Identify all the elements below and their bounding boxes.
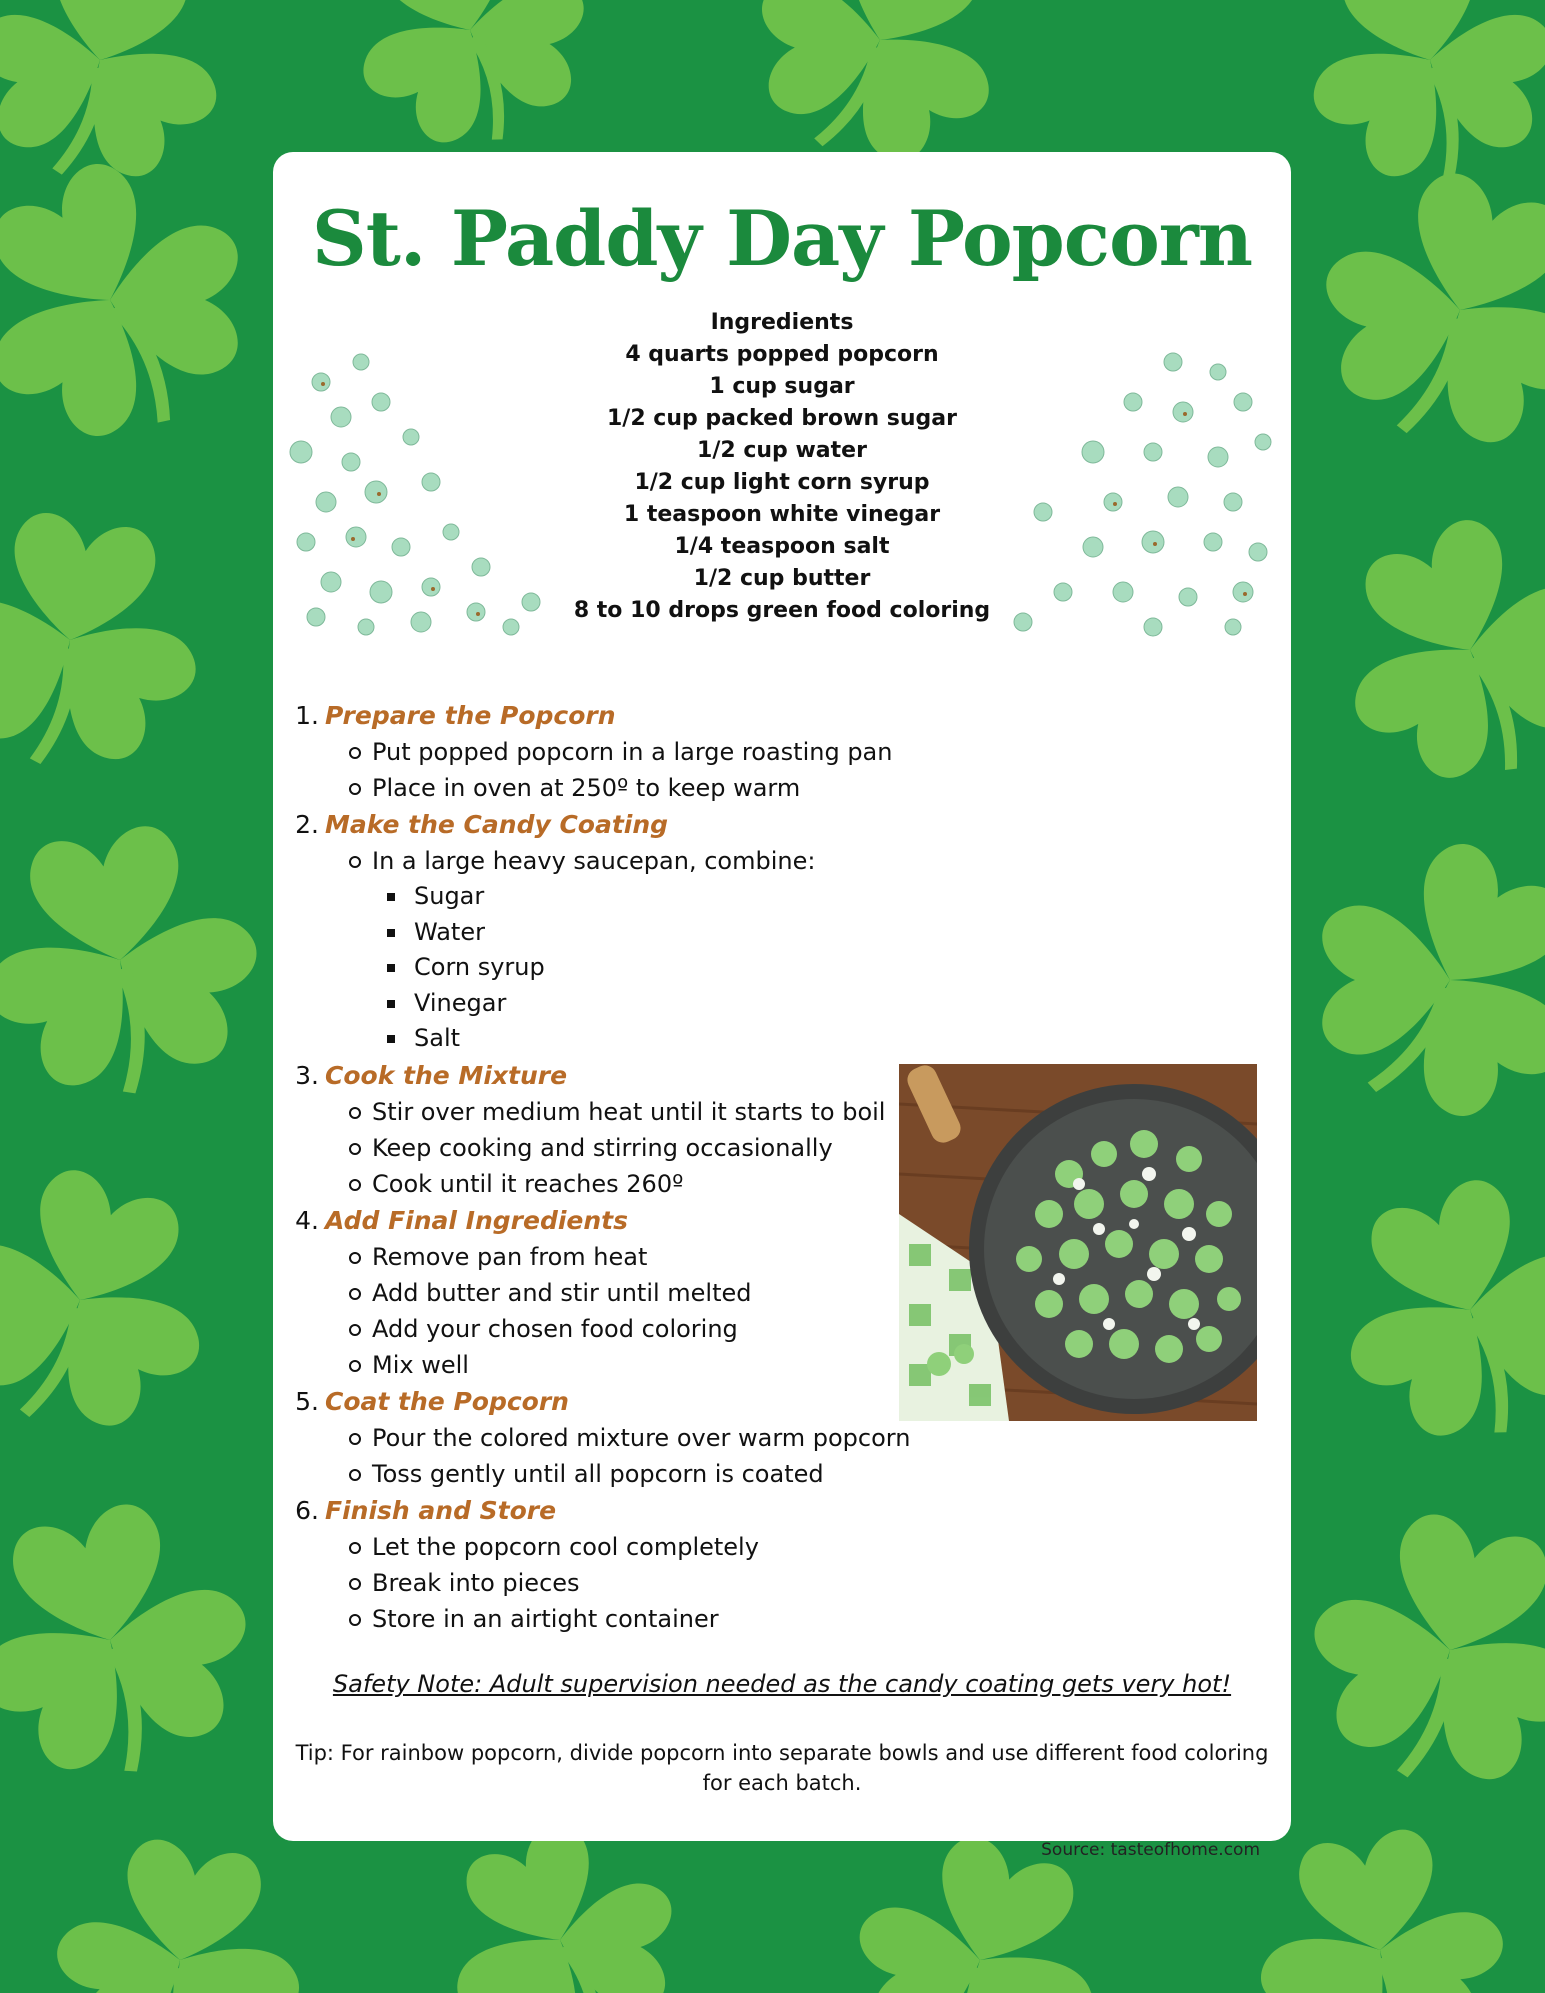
step-title: Make the Candy Coating [325,810,669,839]
step [289,1057,989,1202]
ingredient-item: 8 to 10 drops green food coloring [573,598,991,623]
step-number: 5. [295,1386,319,1416]
step-item: Break into pieces [289,1565,989,1601]
step-number: 4. [295,1205,319,1235]
step-title: Cook the Mixture [325,1060,568,1090]
step-item: Cook until it reaches 260º [289,1166,989,1202]
step [289,1492,989,1637]
recipe-title: St. Paddy Day Popcorn [311,194,1253,283]
step-item: Pour the colored mixture over warm popcorn [289,1420,989,1456]
step-item: Mix well [289,1347,989,1383]
step-title: Finish and Store [325,1495,557,1525]
step-subitem: Water [289,915,989,951]
step-item: Let the popcorn cool completely [289,1529,989,1565]
step-title: Add Final Ingredients [325,1205,628,1235]
step [289,697,989,806]
step-item: Store in an airtight container [289,1601,989,1637]
step-item: Toss gently until all popcorn is coated [289,1456,989,1492]
step-item: Remove pan from heat [289,1239,989,1275]
ingredient-item: 1/2 cup packed brown sugar [607,406,957,431]
step-title: Coat the Popcorn [325,1386,569,1416]
ingredient-item: 4 quarts popped popcorn [625,342,939,367]
step-subitem: Vinegar [289,986,989,1022]
ingredients-list [273,307,1291,627]
step-item: In a large heavy saucepan, combine: [289,843,989,879]
step-number: 6. [295,1495,319,1525]
step [289,806,989,1057]
step [289,1383,989,1492]
ingredient-item: 1 cup sugar [709,374,855,399]
ingredient-item: 1/4 teaspoon salt [674,534,890,559]
recipe-card [273,152,1291,1841]
step-item: Add your chosen food coloring [289,1311,989,1347]
step-item: Place in oven at 250º to keep warm [289,770,989,806]
step-title: Prepare the Popcorn [325,701,616,730]
safety-note: Safety Note: Adult supervision needed as the candy coating gets very hot! [332,1670,1232,1698]
step-number: 2. [295,810,319,839]
step [289,1202,989,1383]
ingredient-item: 1/2 cup butter [693,566,871,591]
step-item: Keep cooking and stirring occasionally [289,1130,989,1166]
ingredients-heading: Ingredients [710,310,854,335]
step-item: Put popped popcorn in a large roasting pan [289,734,989,770]
step-number: 3. [295,1060,319,1090]
step-item: Add butter and stir until melted [289,1275,989,1311]
ingredient-item: 1/2 cup light corn syrup [634,470,930,495]
step-number: 1. [295,701,319,730]
instructions-list [289,697,989,1637]
tip-text: Tip: For rainbow popcorn, divide popcorn into separate bowls and use different food coloring for each batch. [295,1741,1269,1795]
step-subitem: Salt [289,1021,989,1057]
step-item: Stir over medium heat until it starts to boil [289,1094,989,1130]
ingredient-item: 1 teaspoon white vinegar [623,502,941,527]
source-credit: Source: tasteofhome.com [1041,1840,1260,1860]
step-subitem: Sugar [289,879,989,915]
ingredient-item: 1/2 cup water [697,438,867,463]
popcorn-pan-photo [899,1064,1257,1421]
step-subitem: Corn syrup [289,950,989,986]
